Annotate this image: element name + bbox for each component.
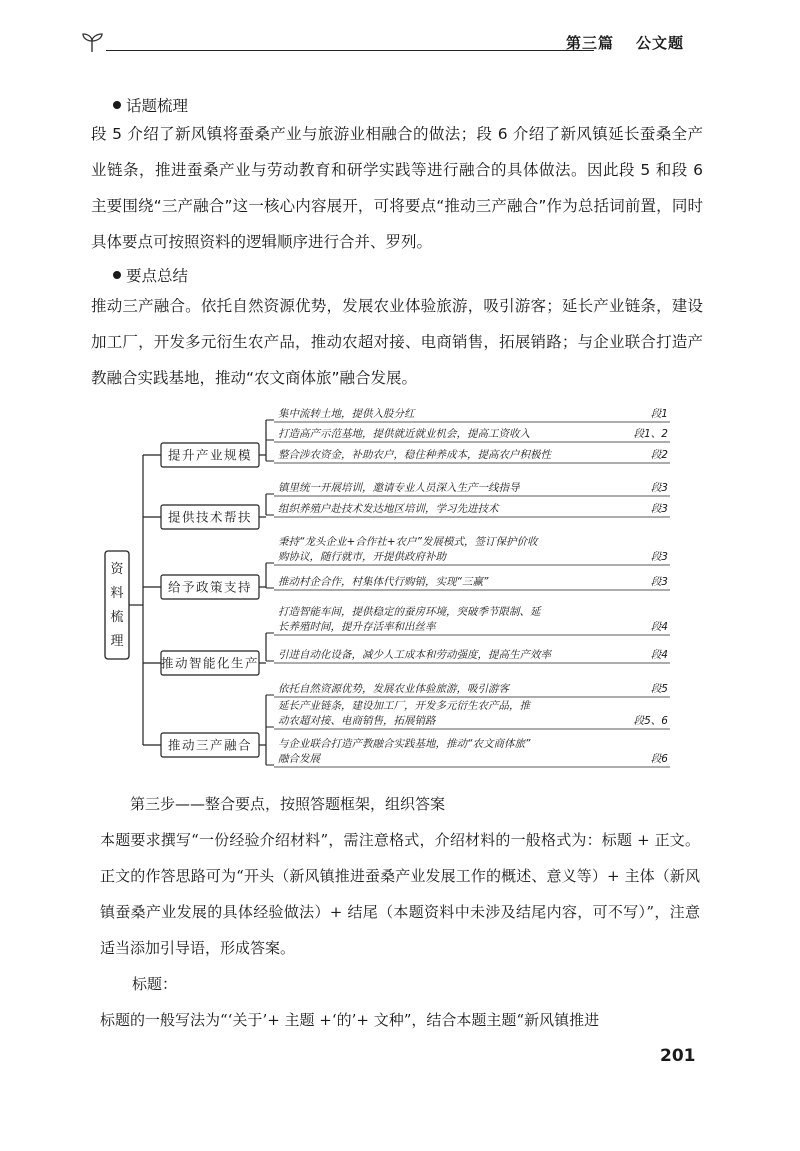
root-char: 料 [110,586,124,601]
topic-paragraph: 段 5 介绍了新风镇将蚕桑产业与旅游业相融合的做法；段 6 介绍了新风镇延长蚕桑全产业链条，推进蚕桑产业与劳动教育和研学实践等进行融合的具体做法。因此段 5 和段 6 主要围绕“三产融合”这一核心内容展开，可将要点“推动三产融合”作为总括词前置，同时具体要点可按照资料的逻辑顺序进行合并、罗列。 [91,125,703,251]
summary-heading: 要点总结 [113,264,188,286]
leaf-text: 动农超对接、电商销售，拓展销路 [278,715,436,727]
leaf-text: 引进自动化设备，减少人工成本和劳动强度，提高生产效率 [278,649,551,661]
leaf-text: 长养殖时间，提升存活率和出丝率 [278,621,436,633]
summary-paragraph: 推动三产融合。依托自然资源优势，发展农业体验旅游，吸引游客；延长产业链条，建设加工厂，开发多元衍生农产品，推动农超对接、电商销售，拓展销路；与企业联合打造产教融合实践基地，推动“农文商体旅”融合发展。 [91,297,703,387]
leaf-text: 秉持“龙头企业+合作社+农户”发展模式，签订保护价收 [278,536,538,548]
leaf-text: 购协议，随行就市，开提供政府补助 [278,551,446,563]
branch-label: 提供技术帮扶 [167,509,253,525]
root-char: 梳 [110,610,124,625]
step3-heading: 第三步——整合要点，按照答题框架，组织答案 [130,795,446,813]
leaf-ref: 段3 [650,551,668,563]
header-part: 第三篇 [566,34,615,52]
header-section: 公文题 [636,34,685,52]
branch-label: 提升产业规模 [167,447,253,463]
title-paragraph: 标题的一般写法为“‘关于’+ 主题 +‘的’+ 文种”，结合本题主题“新风镇推进 [100,1011,600,1029]
leaf-text: 打造智能车间，提供稳定的蚕房环境，突破季节限制、延 [278,606,541,618]
leaf-ref: 段4 [650,649,668,661]
root-char: 资 [110,562,124,577]
root-char: 理 [110,634,124,649]
leaf-text: 镇里统一开展培训，邀请专业人员深入生产一线指导 [278,482,520,494]
page-number: 201 [660,1046,696,1066]
leaf-text: 集中流转土地，提供入股分红 [278,408,415,420]
leaf-ref: 段3 [650,576,668,588]
branch-label: 推动智能化生产 [160,655,260,671]
title-label: 标题： [132,975,178,993]
leaf-text: 延长产业链条，建设加工厂，开发多元衍生农产品，推 [278,700,530,712]
branch-label: 推动三产融合 [167,737,253,753]
branch-label: 给予政策支持 [167,579,253,595]
leaf-ref: 段3 [650,482,668,494]
leaf-ref: 段5 [650,683,668,695]
step3-paragraph: 本题要求撰写“一份经验介绍材料”，需注意格式，介绍材料的一般格式为：标题 + 正文。正文的作答思路可为“开头（新风镇推进蚕桑产业发展工作的概述、意义等）+ 主体（新风镇蚕桑产业发展的具体经验做法）+ 结尾（本题资料中未涉及结尾内容，可不写）”，注意适当添加引导语，形成答案。 [100,831,700,957]
leaf-ref: 段5、6 [633,715,668,727]
leaf-ref: 段1、2 [633,428,668,440]
leaf-ref: 段3 [650,503,668,515]
leaf-text: 打造高产示范基地，提供就近就业机会，提高工资收入 [278,428,530,440]
leaf-text: 整合涉农资金，补助农户，稳住种养成本，提高农户积极性 [278,449,551,461]
topic-heading: 话题梳理 [113,94,188,116]
leaf-ref: 段4 [650,621,668,633]
leaf-text: 组织养殖户赴技术发达地区培训，学习先进技术 [278,503,499,515]
leaf-text: 融合发展 [278,753,320,765]
leaf-ref: 段2 [650,449,668,461]
leaf-text: 与企业联合打造产教融合实践基地，推动“农文商体旅” [278,738,531,750]
leaf-text: 推动村企合作，村集体代行购销，实现“三赢” [278,576,489,588]
leaf-text: 依托自然资源优势，发展农业体验旅游，吸引游客 [278,683,509,695]
leaf-ref: 段6 [650,753,668,765]
leaf-ref: 段1 [650,408,668,420]
